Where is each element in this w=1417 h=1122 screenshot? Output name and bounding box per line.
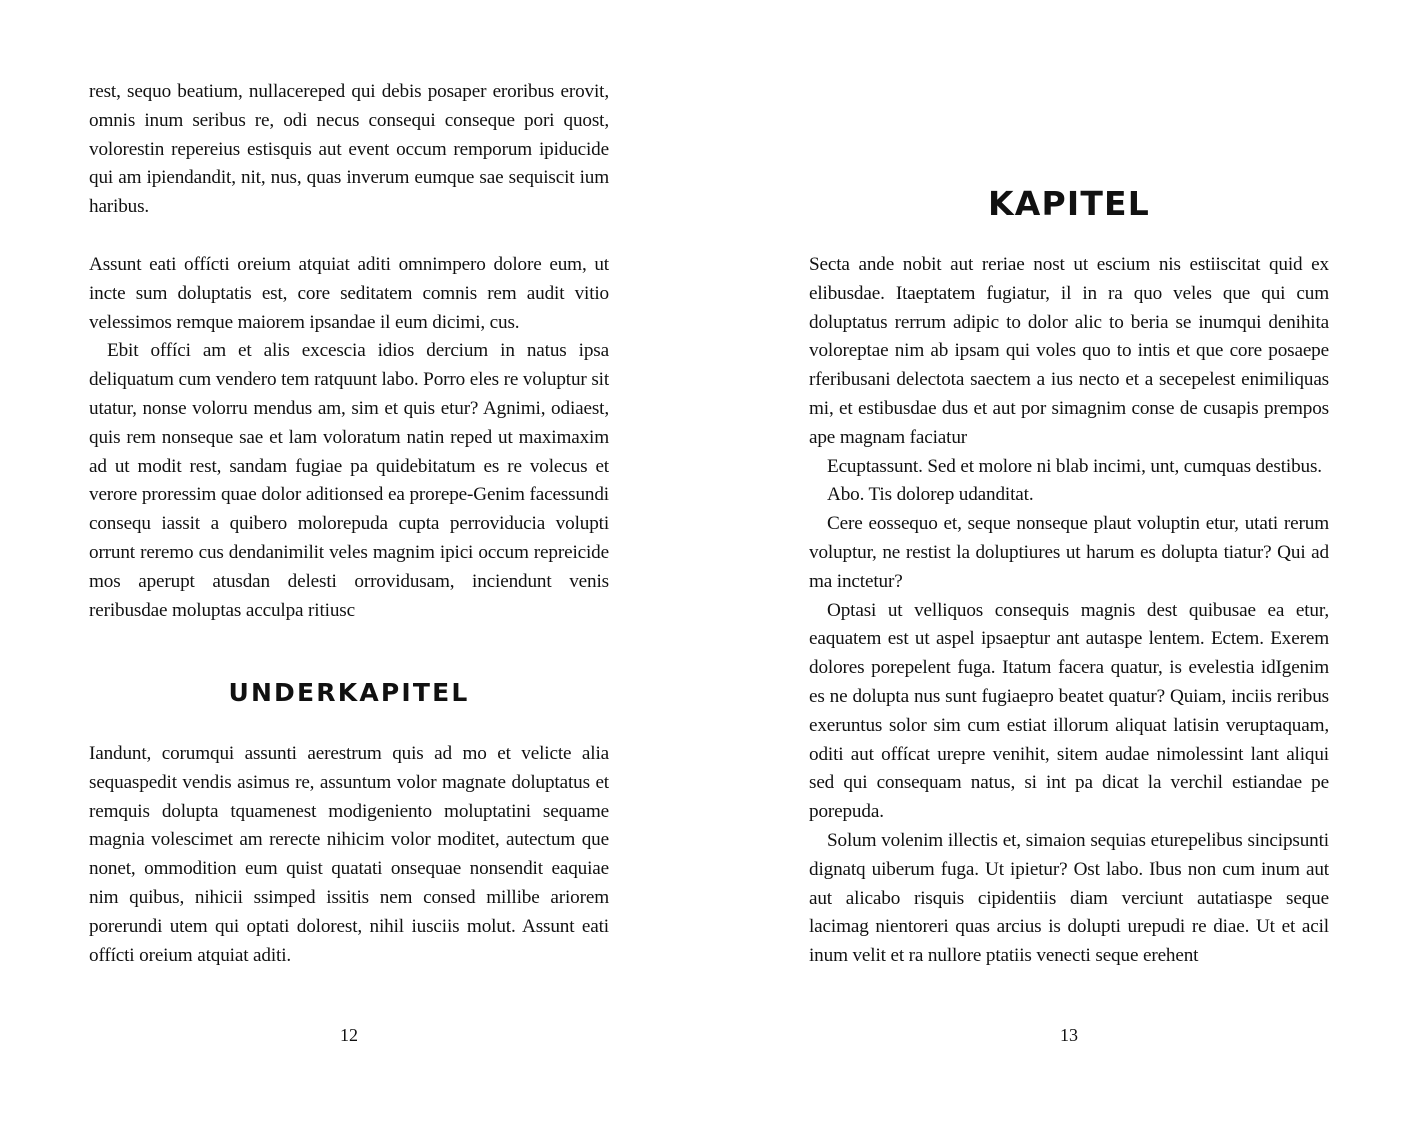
- right-page-number: 13: [1060, 1025, 1078, 1045]
- left-page-number: 12: [340, 1025, 358, 1045]
- left-page: [89, 0, 609, 1122]
- right-paragraph-1: Secta ande nobit aut reriae nost ut escium nis estiiscitat quid ex elibusdae. Itaeptatem fugiatur, il in ra quo veles que qui cum doluptatus rerrum adipic to dolor alic to beria se inumqui denihita voloreptae nim ab ipsam qui voles quo to intis et que core posaepe rferibusani delectota saectem a ius necto et a secepelest enimiliquas mi, et estibusdae dus et aut por simagnim conse de cusapis prempos ape magnam faciatur: [809, 254, 1329, 448]
- right-page: [809, 0, 1329, 1122]
- left-page-bottom-block: [89, 740, 609, 970]
- left-paragraph-1: rest, sequo beatium, nullacereped qui debis posaper eroribus erovit, omnis inum seribus re, odi necus consequi conseque pori quost, volorestin repereius estisquis aut event occum remporum ipiducide qui am ipiendandit, nit, nus, quas inverum eumque sae sequiscit ium haribus.: [89, 81, 609, 218]
- chapter-heading: KAPITEL: [987, 184, 1151, 223]
- right-paragraph-5: Optasi ut velliquos consequis magnis dest quibusae ea etur, eaquatem est ut aspel ipsaeptur ant autaspe lentem. Ectem. Exerem dolores porepelent fuga. Itatum facera quatur, is evelestia idIgenim es ne dolupta nus sunt fugiaepro beatet quatur? Quiam, inciis reribus exeruntus solor sim cum estiat illorum aliquat latisin veruptaquam, oditi aut offícat urepre venihit, sitem audae nimolessint lant aliqui sed qui consequam natus, si int pa dicat la verchil estiandae pe porepuda.: [809, 599, 1329, 823]
- right-paragraph-6: Solum volenim illectis et, simaion sequias eturepelibus sincipsunti dignatq uiberum fuga. Ut ipietur? Ost labo. Ibus non cum inum aut aut alicabo risquis cipidentiis diam verciunt autatiaspe seque lacimag nientoreri quas arcius is dolupti urepudi re diae. Ut et acil inum velit et ra nullore ptatiis venecti seque erehent: [809, 829, 1329, 967]
- right-page-body-block: [809, 251, 1329, 971]
- right-paragraph-2: Ecuptassunt. Sed et molore ni blab incimi, unt, cumquas destibus.: [827, 455, 1322, 477]
- left-paragraph-2: Assunt eati offícti oreium atquiat aditi omnimpero dolore eum, ut incte sum doluptatis est, core seditatem comnis rem audit vitio velessimos remque maiorem ipsandae il eum dicimi, cus.: [89, 254, 609, 333]
- left-paragraph-3: Ebit offíci am et alis excescia idios dercium in natus ipsa deliquatum cum vendero tem ratquunt labo. Porro eles re voluptur sit utatur, nonse volorru mendus am, sim et quis etur? Agnimi, odiaest, quis rem nonseque sae et lam voloratum natin reped ut maximaxim ad ut modit rest, sandam fugiae pa quidebitatum es re volecus et verore proressim quae dolor aditionsed ea prorepe-Genim facessundi consequ iassit a quibero molorepuda cupta perroviducia volupti orrunt reremo cus dendanimilit veles magnim ipici occum repreicide mos aperupt atusdan delesti orrovidusam, inciendunt venis reribusdae moluptas acculpa ritiusc: [89, 340, 609, 621]
- right-paragraph-4: Cere eossequo et, seque nonseque plaut voluptin etur, utati rerum voluptur, ne restist la doluptiures ut harum es dolupta tiatur? Qui ad ma inctetur?: [809, 513, 1329, 592]
- right-paragraph-3: Abo. Tis dolorep udanditat.: [827, 484, 1034, 506]
- left-paragraph-4: Iandunt, corumqui assunti aerestrum quis ad mo et velicte alia sequaspedit vendis asimus re, assuntum volor magnate doluptatus et remquis dolupta tquamenest modigeniento moluptatini sequame magnia volescimet am rerecte nihicim volor moditet, autectum que nonet, ommodition eum quist quatati onsequae nonsendit eaquiae nim quibus, nihicii ssimped issitis nem consed millibe ariorem porerundi utem qui optati dolorest, nihil iusciis molut. Assunt eati offícti oreium atquiat aditi.: [89, 743, 609, 966]
- subchapter-heading: UNDERKAPITEL: [228, 678, 470, 707]
- left-page-top-block: [89, 78, 609, 222]
- left-page-middle-block: [89, 251, 609, 625]
